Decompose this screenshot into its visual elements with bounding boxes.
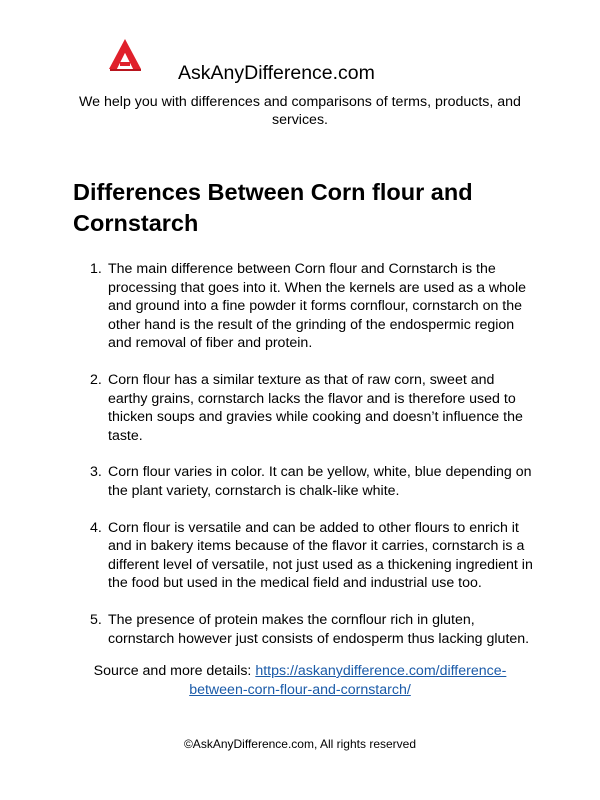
list-item-text: The main difference between Corn flour and Cornstarch is the processing that goes into it. When the kernels are used as a whole and ground into a fine powder it forms cornflour, cornstarch on the other hand is the result of the grinding of the endospermic region and removal of fiber and protein. xyxy=(108,261,526,352)
list-item-text: Corn flour varies in color. It can be yellow, white, blue depending on the plant variety, cornstarch is chalk-like white. xyxy=(108,464,532,499)
list-item xyxy=(72,463,534,500)
list-item-number: 5. xyxy=(90,611,102,628)
source-label: Source and more details: xyxy=(93,663,256,679)
list-item-number: 2. xyxy=(90,371,102,388)
copyright-footer: ©AskAnyDifference.com, All rights reserved xyxy=(183,737,417,751)
list-item-number: 3. xyxy=(90,464,102,481)
list-item-text: Corn flour is versatile and can be added to other flours to enrich it and in bakery items because of the flavor it carries, cornstarch is a different level of versatile, not just used as a thickening ingredient in the food but used in the medical field and industrial use too. xyxy=(108,519,533,592)
list-item xyxy=(72,371,534,445)
source-link[interactable]: https://askanydifference.com/difference-between-corn-flour-and-cornstarch/ xyxy=(189,663,507,698)
list-item xyxy=(72,519,534,593)
source-details xyxy=(80,662,520,699)
tagline: We help you with differences and comparisons of terms, products, and services. xyxy=(79,94,521,128)
list-item-text: The presence of protein makes the cornflour rich in gluten, cornstarch however just consists of endosperm thus lacking gluten. xyxy=(108,611,530,647)
page-title: Differences Between Corn flour and Cornstarch xyxy=(73,179,473,236)
list-item-text: Corn flour has a similar texture as that of raw corn, sweet and earthy grains, cornstarch lacks the flavor and is therefore used to thicken soups and gravies while cooking and doesn’t influence the taste. xyxy=(108,371,523,444)
list-item-number: 1. xyxy=(90,261,102,277)
differences-list xyxy=(72,260,534,666)
list-item-number: 4. xyxy=(90,519,102,536)
list-item xyxy=(72,611,534,648)
askanydifference-logo-icon xyxy=(108,38,142,72)
list-item xyxy=(72,260,534,353)
site-name: AskAnyDifference.com xyxy=(178,62,375,84)
